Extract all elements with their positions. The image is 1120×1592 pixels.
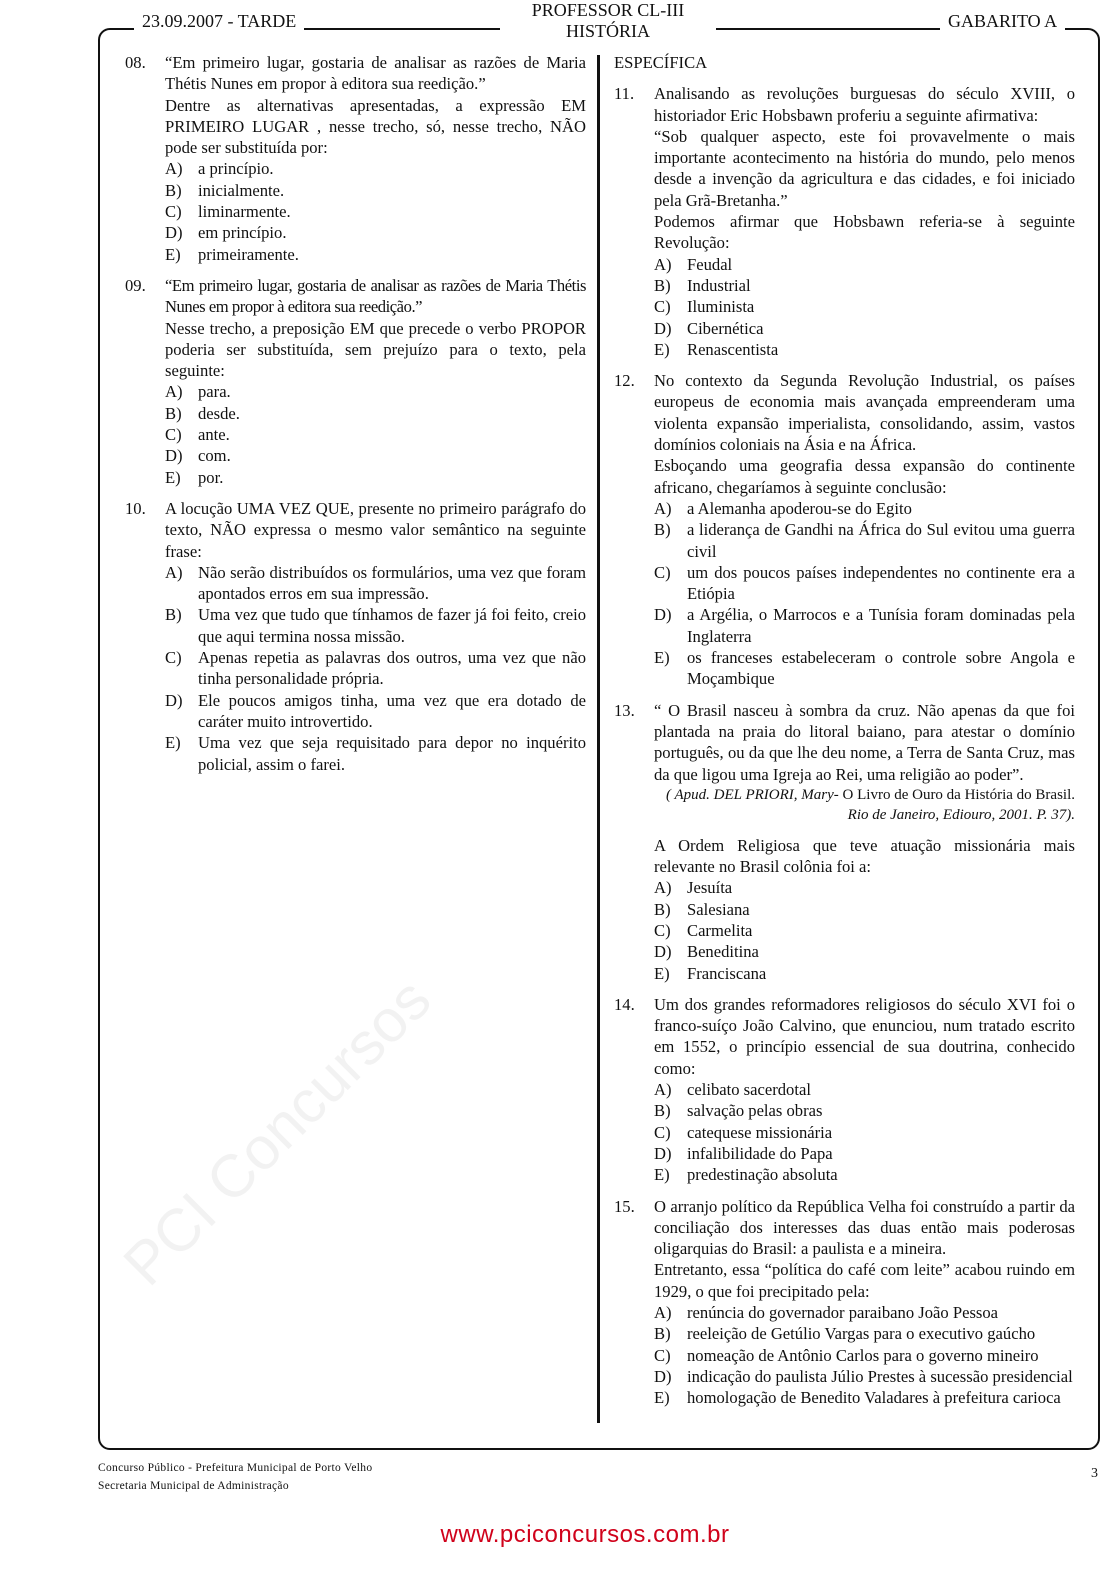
option-text: Industrial (687, 275, 751, 295)
option-text: Iluminista (687, 297, 755, 317)
option-letter: B) (165, 403, 182, 423)
answer-option (165, 690, 586, 733)
option-letter: A) (165, 562, 183, 582)
question-stem: Um dos grandes reformadores religiosos do século XVI foi o franco-suíço João Calvino, que enunciou, num tratado escrito em 1552, o princípio essencial de sua doutrina, conhecido como: (654, 994, 1075, 1078)
option-letter: A) (165, 159, 183, 179)
question-09 (125, 275, 586, 488)
question-number: 14. (614, 994, 635, 1014)
option-letter: A) (654, 254, 672, 274)
option-letter: E) (654, 648, 670, 668)
answer-option (654, 1122, 1075, 1143)
question-stem: Podemos afirmar que Hobsbawn referia-se à seguinte Revolução: (654, 212, 1075, 253)
question-stem: No contexto da Segunda Revolução Industrial, os países europeus de economia mais avançada empreenderam uma violenta expansão imperialista, consolidando, assim, vastos domínios coloniais na Ásia e na África. (654, 371, 1075, 455)
citation (654, 785, 1075, 825)
answer-option (654, 318, 1075, 339)
left-column (125, 52, 586, 785)
question-12 (614, 370, 1075, 689)
question-stem: “ O Brasil nasceu à sombra da cruz. Não apenas da que foi plantada na praia do litoral baiano, para atestar o domínio português, ou da que lhe deu nome, a Terra de Santa Cruz, mas da que ligou uma Igreja ao Rei, uma religião ao poder”. (654, 700, 1075, 784)
option-letter: A) (654, 1303, 672, 1323)
answer-option (654, 1143, 1075, 1164)
option-letter: E) (165, 733, 181, 753)
option-letter: E) (654, 963, 670, 983)
answer-option (165, 158, 586, 179)
option-text: indicação do paulista Júlio Prestes à sucessão presidencial (687, 1366, 1073, 1386)
answer-option (165, 424, 586, 445)
answer-option (654, 519, 1075, 562)
option-letter: C) (654, 1345, 671, 1365)
question-11 (614, 83, 1075, 360)
option-letter: E) (654, 339, 670, 359)
header-title (500, 0, 716, 42)
option-text: Cibernética (687, 318, 764, 338)
option-text: predestinação absoluta (687, 1165, 838, 1185)
question-stem: “Em primeiro lugar, gostaria de analisar as razões de Maria Thétis Nunes em propor à editora sua reedição.” (165, 53, 586, 94)
option-text: catequese missionária (687, 1122, 833, 1142)
question-08 (125, 52, 586, 265)
answer-option (654, 296, 1075, 317)
option-text: Ele poucos amigos tinha, uma vez que era dotado de caráter muito introvertido. (198, 690, 586, 731)
site-url[interactable]: www.pciconcursos.com.br (440, 1521, 730, 1548)
question-stem: Nesse trecho, a preposição EM que precede o verbo PROPOR poderia ser substituída, sem prejuízo para o texto, pela seguinte: (165, 318, 586, 381)
option-letter: C) (654, 1122, 671, 1142)
answer-option (165, 467, 586, 488)
answer-option (654, 1302, 1075, 1323)
answer-option (654, 877, 1075, 898)
question-stem: A Ordem Religiosa que teve atuação missionária mais relevante no Brasil colônia foi a: (654, 835, 1075, 877)
option-letter: D) (165, 223, 183, 243)
question-13 (614, 700, 1075, 984)
option-letter: A) (654, 878, 672, 898)
option-text: com. (198, 446, 231, 466)
answer-option (654, 1323, 1075, 1344)
option-letter: C) (165, 648, 182, 668)
answer-option (654, 647, 1075, 690)
option-letter: D) (654, 942, 672, 962)
option-letter: C) (654, 297, 671, 317)
question-stem: O arranjo político da República Velha foi construído a partir da conciliação dos interesses das duas então mais poderosas oligarquias do Brasil: a paulista e a mineira. (654, 1196, 1075, 1259)
option-text: nomeação de Antônio Carlos para o governo mineiro (687, 1345, 1039, 1365)
option-letter: D) (165, 690, 183, 710)
option-text: Não serão distribuídos os formulários, uma vez que foram apontados erros em sua impressão. (198, 562, 586, 604)
section-title: ESPECÍFICA (614, 53, 708, 72)
option-text: Franciscana (687, 963, 767, 983)
question-number: 12. (614, 371, 635, 391)
option-letter: B) (165, 180, 182, 200)
footer-line-1: Concurso Público - Prefeitura Municipal de Porto Velho (98, 1462, 373, 1474)
option-text: Apenas repetia as palavras dos outros, uma vez que não tinha personalidade própria. (198, 648, 586, 689)
option-text: Uma vez que tudo que tínhamos de fazer já foi feito, creio que aqui termina nossa missão. (198, 605, 586, 646)
question-10 (125, 498, 586, 775)
answer-option (165, 381, 586, 402)
option-text: a Alemanha apoderou-se do Egito (687, 498, 912, 518)
option-letter: E) (654, 1388, 670, 1408)
option-letter: C) (165, 425, 182, 445)
option-letter: E) (654, 1165, 670, 1185)
option-text: Jesuíta (687, 878, 733, 898)
header-position: PROFESSOR CL-III (531, 0, 685, 20)
option-letter: D) (654, 1143, 672, 1163)
question-14 (614, 994, 1075, 1186)
option-text: Carmelita (687, 920, 753, 940)
option-letter: A) (654, 1080, 672, 1100)
option-text: ante. (198, 425, 230, 445)
option-letter: A) (165, 382, 183, 402)
option-text: Salesiana (687, 899, 750, 919)
question-number: 09. (125, 275, 146, 295)
answer-option (654, 1079, 1075, 1100)
question-15 (614, 1196, 1075, 1409)
citation-part: - O Livro de Ouro da História do Brasil. (833, 786, 1075, 803)
option-text: renúncia do governador paraibano João Pessoa (687, 1303, 999, 1323)
answer-option (165, 604, 586, 647)
option-letter: E) (165, 244, 181, 264)
option-text: liminarmente. (198, 202, 291, 222)
question-number: 15. (614, 1196, 635, 1216)
option-text: homologação de Benedito Valadares à prefeitura carioca (687, 1388, 1061, 1408)
option-text: celibato sacerdotal (687, 1080, 811, 1100)
question-number: 08. (125, 53, 146, 72)
option-text: para. (198, 382, 231, 402)
citation-part: ( Apud. DEL PRIORI, Mary (666, 786, 834, 803)
answer-option (654, 1366, 1075, 1387)
answer-option (654, 604, 1075, 647)
option-text: a princípio. (198, 159, 274, 179)
option-letter: C) (165, 202, 182, 222)
question-stem: Dentre as alternativas apresentadas, a expressão EM PRIMEIRO LUGAR , nesse trecho, só, nesse trecho, NÃO pode ser substituída por: (165, 95, 586, 158)
option-text: primeiramente. (198, 244, 299, 264)
option-letter: D) (165, 446, 183, 466)
footer-line-2: Secretaria Municipal de Administração (98, 1480, 289, 1492)
answer-option (165, 562, 586, 605)
answer-option (654, 339, 1075, 360)
option-letter: B) (654, 1324, 671, 1344)
answer-option (654, 275, 1075, 296)
option-letter: A) (654, 498, 672, 518)
answer-option (165, 180, 586, 201)
answer-option (165, 222, 586, 243)
option-text: por. (198, 467, 224, 487)
header-answer-key: GABARITO A (940, 11, 1065, 31)
option-letter: B) (165, 605, 182, 625)
question-stem: Esboçando uma geografia dessa expansão do continente africano, chegaríamos à seguinte conclusão: (654, 456, 1075, 497)
answer-option (165, 244, 586, 265)
answer-option (654, 920, 1075, 941)
header-subject: HISTÓRIA (566, 21, 650, 41)
answer-option (654, 941, 1075, 962)
option-text: Uma vez que seja requisitado para depor no inquérito policial, assim o farei. (198, 733, 586, 774)
footer (98, 1459, 372, 1495)
option-letter: B) (654, 520, 671, 540)
answer-option (165, 403, 586, 424)
option-letter: D) (654, 1366, 672, 1386)
option-letter: B) (654, 899, 671, 919)
question-number: 10. (125, 498, 146, 518)
option-letter: B) (654, 275, 671, 295)
question-stem: Analisando as revoluções burguesas do século XVIII, o historiador Eric Hobsbawn proferiu a seguinte afirmativa: (654, 84, 1075, 125)
option-text: Beneditina (687, 942, 759, 962)
option-text: reeleição de Getúlio Vargas para o executivo gaúcho (687, 1324, 1036, 1344)
answer-option (654, 498, 1075, 519)
answer-option (165, 732, 586, 775)
option-letter: E) (165, 467, 181, 487)
option-letter: D) (654, 318, 672, 338)
option-text: infalibilidade do Papa (687, 1143, 833, 1163)
citation-part: Rio de Janeiro, Ediouro, 2001. P. 37). (847, 806, 1075, 823)
question-stem: “Em primeiro lugar, gostaria de analisar as razões de Maria Thétis Nunes em propor à editora sua reedição.” (165, 275, 586, 317)
answer-option (654, 963, 1075, 984)
column-divider (597, 55, 600, 1423)
option-letter: D) (654, 605, 672, 625)
option-text: um dos poucos países independentes no continente era a Etiópia (687, 562, 1075, 604)
answer-option (654, 254, 1075, 275)
option-text: Feudal (687, 254, 733, 274)
question-number: 11. (614, 84, 635, 104)
option-text: os franceses estabeleceram o controle sobre Angola e Moçambique (687, 648, 1075, 689)
answer-option (654, 899, 1075, 920)
option-letter: C) (654, 920, 671, 940)
option-letter: B) (654, 1101, 671, 1121)
option-text: Renascentista (687, 339, 779, 359)
question-stem: A locução UMA VEZ QUE, presente no primeiro parágrafo do texto, NÃO expressa o mesmo valor semântico na seguinte frase: (165, 498, 586, 561)
question-stem: “Sob qualquer aspecto, este foi provavelmente o mais importante acontecimento na história do mundo, pelo menos desde a invenção da agricultura e das cidades, e foi iniciado pela Grã-Bretanha.” (654, 126, 1075, 210)
watermark: PCI Concursos (110, 965, 444, 1299)
header-date: 23.09.2007 - TARDE (134, 11, 304, 31)
answer-option (654, 1164, 1075, 1185)
answer-option (654, 1345, 1075, 1366)
option-text: salvação pelas obras (687, 1101, 823, 1121)
option-text: a liderança de Gandhi na África do Sul evitou uma guerra civil (687, 520, 1075, 561)
right-column (614, 52, 1075, 1419)
answer-option (165, 201, 586, 222)
answer-option (654, 562, 1075, 605)
question-stem: Entretanto, essa “política do café com leite” acabou ruindo em 1929, o que foi precipitado pela: (654, 1260, 1075, 1301)
option-letter: C) (654, 562, 671, 582)
answer-option (165, 445, 586, 466)
answer-option (165, 647, 586, 690)
question-number: 13. (614, 700, 635, 720)
page-number: 3 (1091, 1466, 1098, 1481)
answer-option (654, 1387, 1075, 1408)
answer-option (654, 1100, 1075, 1121)
option-text: inicialmente. (198, 180, 285, 200)
option-text: a Argélia, o Marrocos e a Tunísia foram dominadas pela Inglaterra (687, 605, 1075, 646)
option-text: desde. (198, 403, 240, 423)
option-text: em princípio. (198, 223, 287, 243)
